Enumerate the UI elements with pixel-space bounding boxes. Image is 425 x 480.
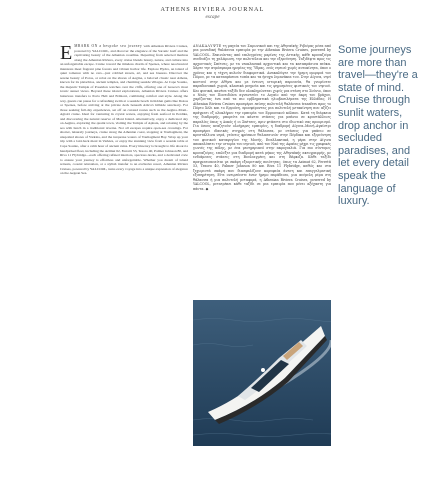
yacht-photo [193,300,331,446]
yacht-illustration [193,300,331,446]
greek-lead: ΑΝΑΚΑΛΥΨΤΕ [193,44,222,48]
drop-cap: E [60,44,73,64]
pull-quote: Some journeys are more than travel—they're a state of mind. Cruise through sunlit waters, drop anchor in secluded paradises, and let every detail speak the language of luxury. [338,44,418,208]
english-lead: MBARK ON a bespoke sea journey [74,44,143,48]
english-article-column [60,44,188,449]
sea-background [193,300,331,446]
english-body: with Athenian Riviera Cruises, powered by YALCOOL, and discover the elegance of the Saronic Gulf and the captivating beauty of the Athenian coastline. Departing from selected marinas along the Athenian Riviera, every cruise blends luxury, nature, and culture into an unforgettable escape. Cruise toward the timeless charm of Spetses, where neoclassical mansions meet fragrant pine forests and vibrant harbor life. Explore Hydra, an island of quiet romance with no cars—just cobbled streets, art, and sea breezes. Discover the serene beauty of Poros, or relax on the shores of Aegina, a beloved classic near Athens, known for its pistachios, ancient temples, and charming seaside villages. At Cape Sounio, the majestic Temple of Poseidon watches over the cliffs, offering one of Greece's most iconic sunset views. Beyond these island explorations, Athenian Riviera Cruises offers luxurious transfers to Porto Heli and Ermioni, combining comfort and style. Along the way, guests can pause for a refreshing swim at a seaside beach in hidden gems like Dokos or Spetses, before arriving at the private deck beneath Attica's hillside sanctuary. For those seeking full-day experiences, set off on curated routes such as the Aegina–Moni–Agistri cruise. Ideal for venturing in crystal waters, enjoying fresh seafood in Perdika, and discovering the natural reserve of Moni Island. Alternatively, enjoy a dedicated day on Aegina, exploring the quaint town, visiting the Temple of Aphaia, and relaxing by the sea with lunch in a traditional taverna. Not all escapes require open-sea crossings. For shorter, leisurely journeys, cruise along the Athenian coast, stopping at Vouliagmeni, the unspoiled shores of Varkiza, and the turquoise waters of Vouliagmeni Bay. Wrap up your trip with a laid-back meal in Varkiza, or enjoy the stunning view from a seaside table at Cape Sounio, after a calm hour of ancient ruins. Every itinerary is brought to life aboard a handpicked fleet, including the Azimut 62, Ferretti 53, Tesoro 40, Palmer Johnson 80, and Riva 11 Flybridge—each offering refined interiors, spacious decks, and a dedicated crew to ensure your journey is effortless and unforgettable. Whether you dream of island retreats, coastal relaxation, or a stylish transfer to an exclusive resort, Athenian Riviera Cruises, powered by YALCOOL, turns every voyage into a unique expression of elegance on the Aegean Sea. [60,44,188,176]
passenger [261,368,265,372]
page-header [0,6,425,20]
end-mark: ◆ [205,186,209,191]
masthead: ATHENS RIVIERA JOURNAL [160,6,265,13]
greek-body: τη μαγεία του Σαρωνικού και της Αθηναϊκής Ριβιέρας μέσα από μια μοναδική θαλάσσια εμπειρία με την Athenian Riviera Cruises, powered by YALCOOL. Ξεκινώντας από επιλεγμένες μαρίνες της Αττικής, κάθε κρουαζιέρα συνδυάζει τη χαλάρωση, την πολυτέλεια και την εξερεύνηση. Ταξιδέψτε προς τις αρχοντικές Σπέτσες, με τα νεοκλασικά αρχοντικά και τα καταπράσινα πεύκα. Χάρτε την ατμόσφαιρα ηρεμίας της Ύδρας, ενός νησιού χωρίς αυτοκίνητα, όπου ο χρόνος και η τέχνη κυλούν διαφορετικά. Ανακαλύψτε την ήρεμη ομορφιά του Πόρου, με τα καταπράσινα τοπία και τα ήσυχα λιμανάκια του. Στην Αίγινα, νησί κοντινό στην Αθήνα και με έντονη ιστορική παρουσία, θα γνωρίσετε παραδοσιακά χωριά, κλασικά μνημεία και τις φημισμένες φιστικιές του νησιού. Και φυσικά, κανένα ταξίδι δεν ολοκληρώνεται χωρίς μια στάση στο Σούνιο, όπου ο Ναός του Ποσειδώνα αγναντεύει το Αιγαίο από την άκρη του βράχου, χαρίζοντας ένα από τα πιο εμβληματικά ηλιοβασιλέματα της Ελλάδας. Η Athenian Riviera Cruises προσφέρει επίσης πολυτελή θαλάσσια transfers προς το Πόρτο Χέλι και το Ερμιόνη, προσφέροντας μια πολυτελή μετακίνηση που αξίζει πράγματι εξ ολοκλήρου την εμπειρία του Ερμιονικού κόλπου. Κατά τη διάρκεια της διαδρομής, μπορείτε να κάνετε στάσεις για μπάνιο σε κρυστάλλινες παραλίες όπως η Δοκός ή οι Σπέτσες, πριν φτάσετε στο ιδιωτικό σας προορισμό. Για όσους αναζητούν ολοήμερες εμπειρίες, η διαδρομή Αίγινα–Μονή–Αγκίστρι προσφέρει ιδανικές στιγμές στη θάλασσα, με στάσεις για μπάνιο σε κρυστάλλινα νερά, γεύσεις φρέσκων θαλασσινών στην Πέρδικα και εξερεύνηση του φυσικού καταφυγίου της Μονής. Εναλλακτικά, η μέρα στην Αίγινα αποκαλύπτει την ιστορία του νησιού, από τον Ναό της Αφαίας μέχρι τις γραφικές γωνιές της πόλης, με ένα μεσημεριανό στην ακρογιαλιά. Για πιο σύντομες κρουαζιέρες, επιλέξτε μια διαδρομή κατά μήκος της Αθηναϊκής ακτογραμμής, με ενδιάμεσες στάσεις στη Βουλιαγμένη και στη Βάρκιζα. Κάθε ταξίδι πραγματοποιείται με σκάφη εξαιρετικής ποιότητας, όπως τα Azimut 62, Ferretti 53, Tesoro 40, Palmer Johnson 80 και Riva 11 Flybridge, καθώς και στα ξεχωριστά σκάφη που διασφαλίζουν κορυφαία άνεση και επαγγελματική εξυπηρέτηση. Είτε ονειρεύεστε έναν ήρεμο παράδεισο, μια ανέμελη μέρα στη θάλασσα ή μια πολυτελή μεταφορά, η Athenian Riviera Cruises, powered by YALCOOL, μετατρέπει κάθε ταξίδι σε μια εμπειρία που μένει αξέχαστη για πάντα. [193,44,331,191]
section-label: escape [205,14,220,20]
greek-article-column [193,44,331,296]
